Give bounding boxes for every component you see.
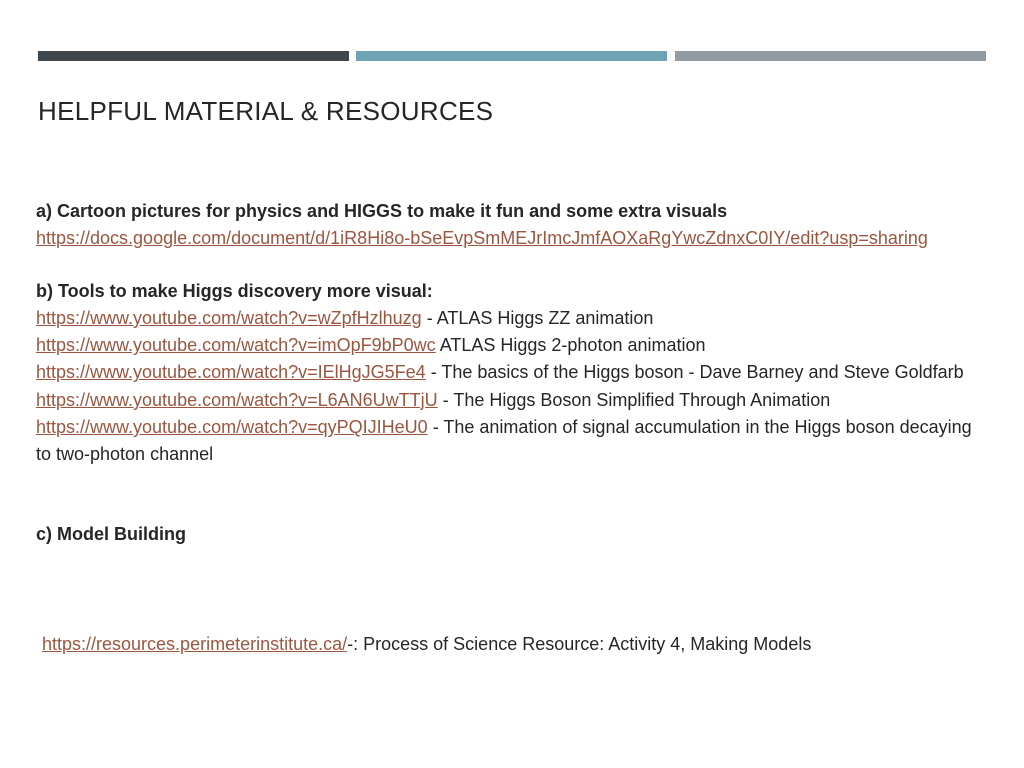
- resource-link-5[interactable]: https://www.youtube.com/watch?v=qyPQIJIHeU0: [36, 417, 428, 438]
- resource-link-4[interactable]: https://www.youtube.com/watch?v=L6AN6UwTTjU: [36, 389, 438, 410]
- resource-link-3[interactable]: https://www.youtube.com/watch?v=IElHgJG5Fe4: [36, 362, 426, 383]
- section-c-link[interactable]: https://resources.perimeterinstitute.ca/: [42, 634, 348, 654]
- slide-title: HELPFUL MATERIAL & RESOURCES: [38, 96, 494, 126]
- resource-link-1[interactable]: https://www.youtube.com/watch?v=wZpfHzlhuzg: [36, 307, 422, 328]
- resource-desc-4: - The Higgs Boson Simplified Through Animation: [437, 389, 831, 410]
- accent-bar-dark: [38, 51, 349, 61]
- resource-desc-3: - The basics of the Higgs boson - Dave Barney and Steve Goldfarb: [425, 362, 964, 383]
- resource-desc-1: - ATLAS Higgs ZZ animation: [421, 307, 654, 328]
- slide-content: [36, 198, 986, 548]
- resource-item-1: [36, 305, 986, 332]
- resource-item-3: [36, 359, 986, 386]
- resource-desc-2: ATLAS Higgs 2-photon animation: [435, 335, 706, 356]
- section-a-heading-bold: a) Cartoon pictures for physics and HIGGS: [36, 201, 403, 221]
- section-b-heading: b) Tools to make Higgs discovery more visual:: [36, 280, 433, 301]
- spacer: [36, 469, 986, 521]
- accent-bar-blue: [356, 51, 667, 61]
- spacer: [36, 253, 986, 278]
- resource-desc-5: - The animation of signal accumulation in the Higgs boson decaying to two-photon channel: [36, 417, 972, 465]
- resource-link-2[interactable]: https://www.youtube.com/watch?v=imOpF9bP0wc: [36, 335, 436, 356]
- accent-bar-gray: [675, 51, 986, 61]
- section-a-heading: [36, 198, 986, 225]
- section-c-heading: c) Model Building: [36, 523, 186, 544]
- resource-item-4: [36, 387, 986, 414]
- section-c-item: [42, 631, 811, 658]
- section-a-link[interactable]: https://docs.google.com/document/d/1iR8Hi8o-bSeEvpSmMEJrImcJmfAOXaRgYwcZdnxC0IY/edit?usp=sharing: [36, 228, 928, 249]
- resource-item-5: [36, 414, 986, 469]
- resource-item-2: [36, 332, 986, 359]
- section-c-desc: -: Process of Science Resource: Activity 4, Making Models: [347, 634, 812, 654]
- section-a-heading-rest: to make it fun and some extra visuals: [402, 201, 728, 221]
